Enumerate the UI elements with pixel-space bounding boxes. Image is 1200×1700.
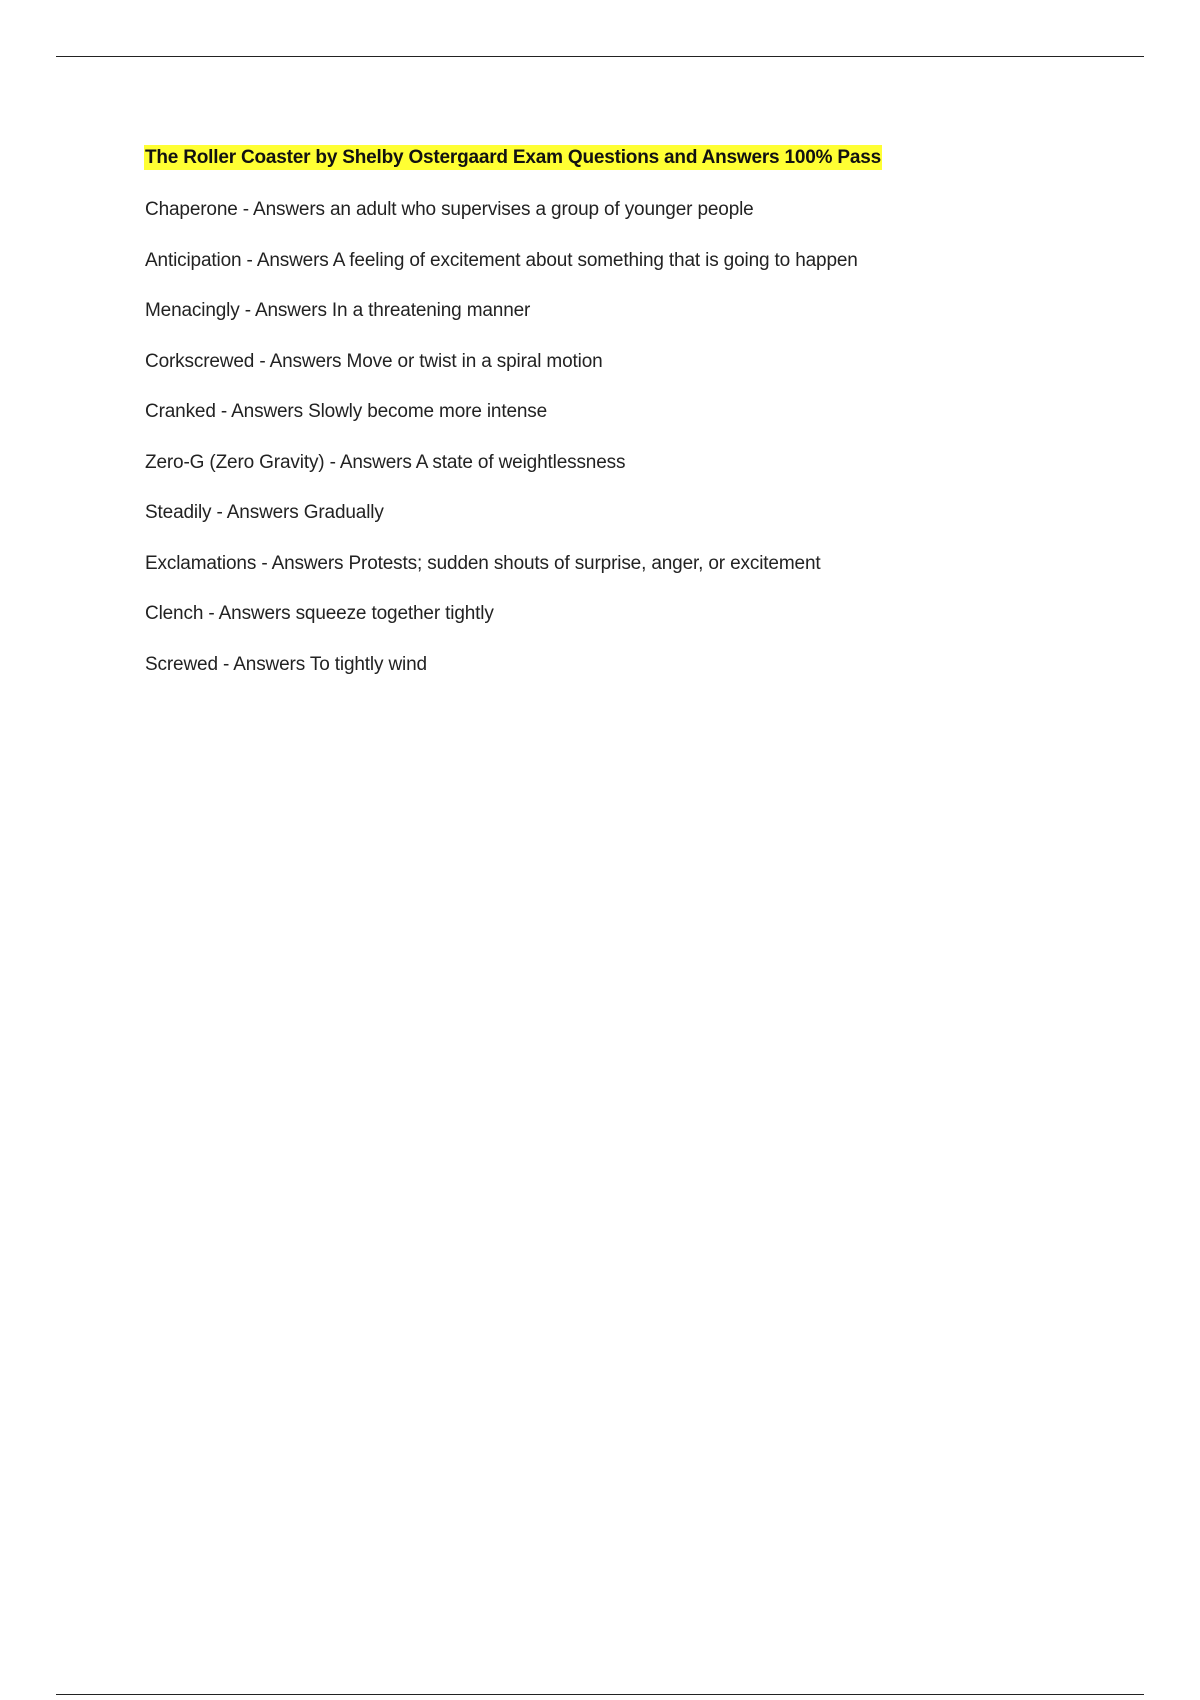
term-entry: Exclamations - Answers Protests; sudden shouts of surprise, anger, or excitement [145,552,821,574]
term-entry: Screwed - Answers To tightly wind [145,653,427,675]
term-entry: Zero-G (Zero Gravity) - Answers A state of weightlessness [145,451,626,473]
term-entry: Cranked - Answers Slowly become more intense [145,401,548,422]
term-entry: Chaperone - Answers an adult who supervises a group of younger people [145,199,754,220]
term-entry: Corkscrewed - Answers Move or twist in a spiral motion [145,350,603,372]
document-title: The Roller Coaster by Shelby Ostergaard Exam Questions and Answers 100% Pass [145,147,881,168]
term-entry: Steadily - Answers Gradually [145,502,384,523]
term-entry: Anticipation - Answers A feeling of excitement about something that is going to happen [145,249,858,271]
header-rule [56,56,1144,57]
term-list [145,198,1125,677]
term-entry: Menacingly - Answers In a threatening manner [145,300,531,321]
document-body [145,145,1125,677]
term-entry: Clench - Answers squeeze together tightly [145,603,494,624]
footer-rule [56,1694,1144,1695]
